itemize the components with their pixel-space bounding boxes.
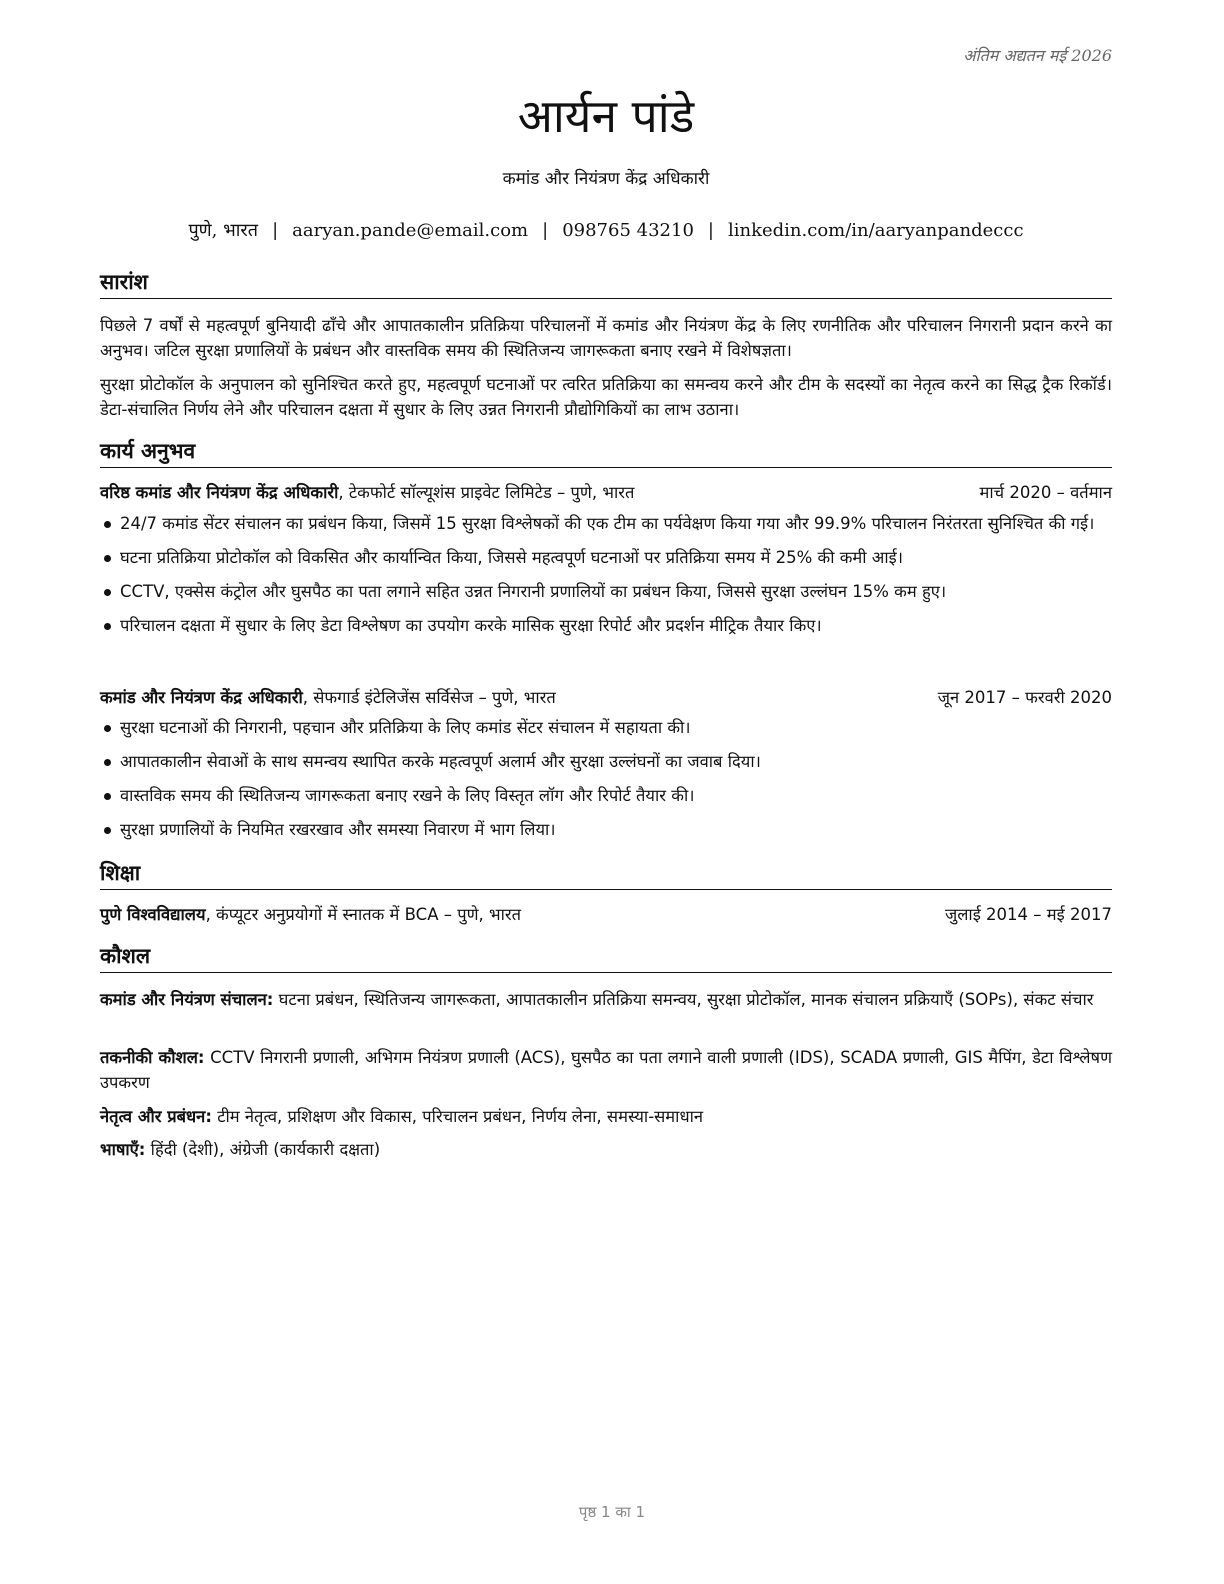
- list-item: परिचालन दक्षता में सुधार के लिए डेटा विश्लेषण का उपयोग करके मासिक सुरक्षा रिपोर्ट और प्रदर्शन मीट्रिक तैयार किए।: [100, 613, 1112, 638]
- skill-row: [100, 1045, 1112, 1095]
- contact-separator: |: [707, 220, 714, 241]
- skill-value: CCTV निगरानी प्रणाली, अभिगम नियंत्रण प्रणाली (ACS), घुसपैठ का पता लगाने वाली प्रणाली (IDS), SCADA प्रणाली, GIS मैपिंग, डेटा विश्लेषण उपकरण: [100, 1048, 1112, 1092]
- job-dates: जून 2017 – फरवरी 2020: [937, 688, 1112, 707]
- list-item: सुरक्षा घटनाओं की निगरानी, पहचान और प्रतिक्रिया के लिए कमांड सेंटर संचालन में सहायता की।: [100, 715, 1112, 740]
- contact-email[interactable]: aaryan.pande@email.com: [292, 220, 529, 241]
- skill-value: घटना प्रबंधन, स्थितिजन्य जागरूकता, आपातकालीन प्रतिक्रिया समन्वय, सुरक्षा प्रोटोकॉल, मानक संचालन प्रक्रियाएँ (SOPs), संकट संचार: [273, 990, 1094, 1009]
- summary-paragraph-2: सुरक्षा प्रोटोकॉल के अनुपालन को सुनिश्चित करते हुए, महत्वपूर्ण घटनाओं पर त्वरित प्रतिक्रिया का समन्वय करने और टीम के सदस्यों का नेतृत्व करने का सिद्ध ट्रैक रिकॉर्ड। डेटा-संचालित निर्णय लेने और परिचालन दक्षता में सुधार के लिए उन्नत निगरानी प्रौद्योगिकियों का लाभ उठाना।: [100, 375, 1112, 419]
- education-heading: शिक्षा: [100, 859, 1112, 890]
- candidate-name: आर्यन पांडे: [517, 89, 695, 143]
- contact-separator: |: [272, 220, 279, 241]
- skill-label: कमांड और नियंत्रण संचालन:: [100, 990, 274, 1009]
- job-header: [100, 686, 1112, 710]
- job-header: [100, 481, 1112, 505]
- experience-heading: कार्य अनुभव: [100, 437, 1112, 468]
- education-entry: [100, 903, 1112, 927]
- education-dates: जुलाई 2014 – मई 2017: [945, 905, 1112, 924]
- list-item: वास्तविक समय की स्थितिजन्य जागरूकता बनाए रखने के लिए विस्तृत लॉग और रिपोर्ट तैयार की।: [100, 783, 1112, 808]
- last-updated: अंतिम अद्यतन मई 2026: [963, 46, 1112, 65]
- job-org: , सेफगार्ड इंटेलिजेंस सर्विसेज – पुणे, भारत: [302, 688, 556, 707]
- education-degree: , कंप्यूटर अनुप्रयोगों में स्नातक में BCA – पुणे, भारत: [205, 905, 522, 924]
- skills-heading: कौशल: [100, 942, 1112, 973]
- skill-value: टीम नेतृत्व, प्रशिक्षण और विकास, परिचालन प्रबंधन, निर्णय लेना, समस्या-समाधान: [211, 1107, 704, 1126]
- list-item: घटना प्रतिक्रिया प्रोटोकॉल को विकसित और कार्यान्वित किया, जिससे महत्वपूर्ण घटनाओं पर प्रतिक्रिया समय में 25% की कमी आई।: [100, 545, 1112, 570]
- list-item: CCTV, एक्सेस कंट्रोल और घुसपैठ का पता लगाने सहित उन्नत निगरानी प्रणालियों का प्रबंधन किया, जिससे सुरक्षा उल्लंघन 15% कम हुए।: [100, 579, 1112, 604]
- list-item: 24/7 कमांड सेंटर संचालन का प्रबंधन किया, जिसमें 15 सुरक्षा विश्लेषकों की एक टीम का पर्यवेक्षण किया गया और 99.9% परिचालन निरंतरता सुनिश्चित की गई।: [100, 511, 1112, 536]
- skill-label: भाषाएँ:: [100, 1140, 146, 1159]
- skill-value: हिंदी (देशी), अंग्रेजी (कार्यकारी दक्षता): [145, 1140, 381, 1159]
- job-role: वरिष्ठ कमांड और नियंत्रण केंद्र अधिकारी: [100, 483, 339, 502]
- contact-line: [100, 218, 1112, 242]
- list-item: सुरक्षा प्रणालियों के नियमित रखरखाव और समस्या निवारण में भाग लिया।: [100, 817, 1112, 842]
- skill-label: तकनीकी कौशल:: [100, 1048, 205, 1067]
- contact-location: पुणे, भारत: [188, 220, 259, 241]
- candidate-title: कमांड और नियंत्रण केंद्र अधिकारी: [502, 169, 710, 189]
- job-bullets: [100, 511, 1112, 647]
- page-number: पृष्ठ 1 का 1: [578, 1503, 646, 1521]
- skill-row: [100, 1137, 1112, 1162]
- job-org: , टेकफोर्ट सॉल्यूशंस प्राइवेट लिमिटेड – पुणे, भारत: [338, 483, 635, 502]
- summary-heading: सारांश: [100, 268, 1112, 299]
- education-school: पुणे विश्वविद्यालय: [100, 905, 206, 924]
- skill-label: नेतृत्व और प्रबंधन:: [100, 1107, 212, 1126]
- contact-linkedin[interactable]: linkedin.com/in/aaryanpandeccc: [727, 220, 1024, 241]
- list-item: आपातकालीन सेवाओं के साथ समन्वय स्थापित करके महत्वपूर्ण अलार्म और सुरक्षा उल्लंघनों का जवाब दिया।: [100, 749, 1112, 774]
- job-dates: मार्च 2020 – वर्तमान: [979, 483, 1112, 502]
- job-role: कमांड और नियंत्रण केंद्र अधिकारी: [100, 688, 303, 707]
- job-bullets: [100, 715, 1112, 851]
- skill-row: [100, 987, 1112, 1012]
- contact-separator: |: [542, 220, 549, 241]
- skill-row: [100, 1104, 1112, 1129]
- summary-paragraph-1: पिछले 7 वर्षों से महत्वपूर्ण बुनियादी ढाँचे और आपातकालीन प्रतिक्रिया परिचालनों में कमांड और नियंत्रण केंद्र के लिए रणनीतिक और परिचालन निगरानी प्रदान करने का अनुभव। जटिल सुरक्षा प्रणालियों के प्रबंधन और वास्तविक समय की स्थितिजन्य जागरूकता बनाए रखने में विशेषज्ञता।: [100, 316, 1112, 360]
- contact-phone: 098765 43210: [562, 220, 694, 241]
